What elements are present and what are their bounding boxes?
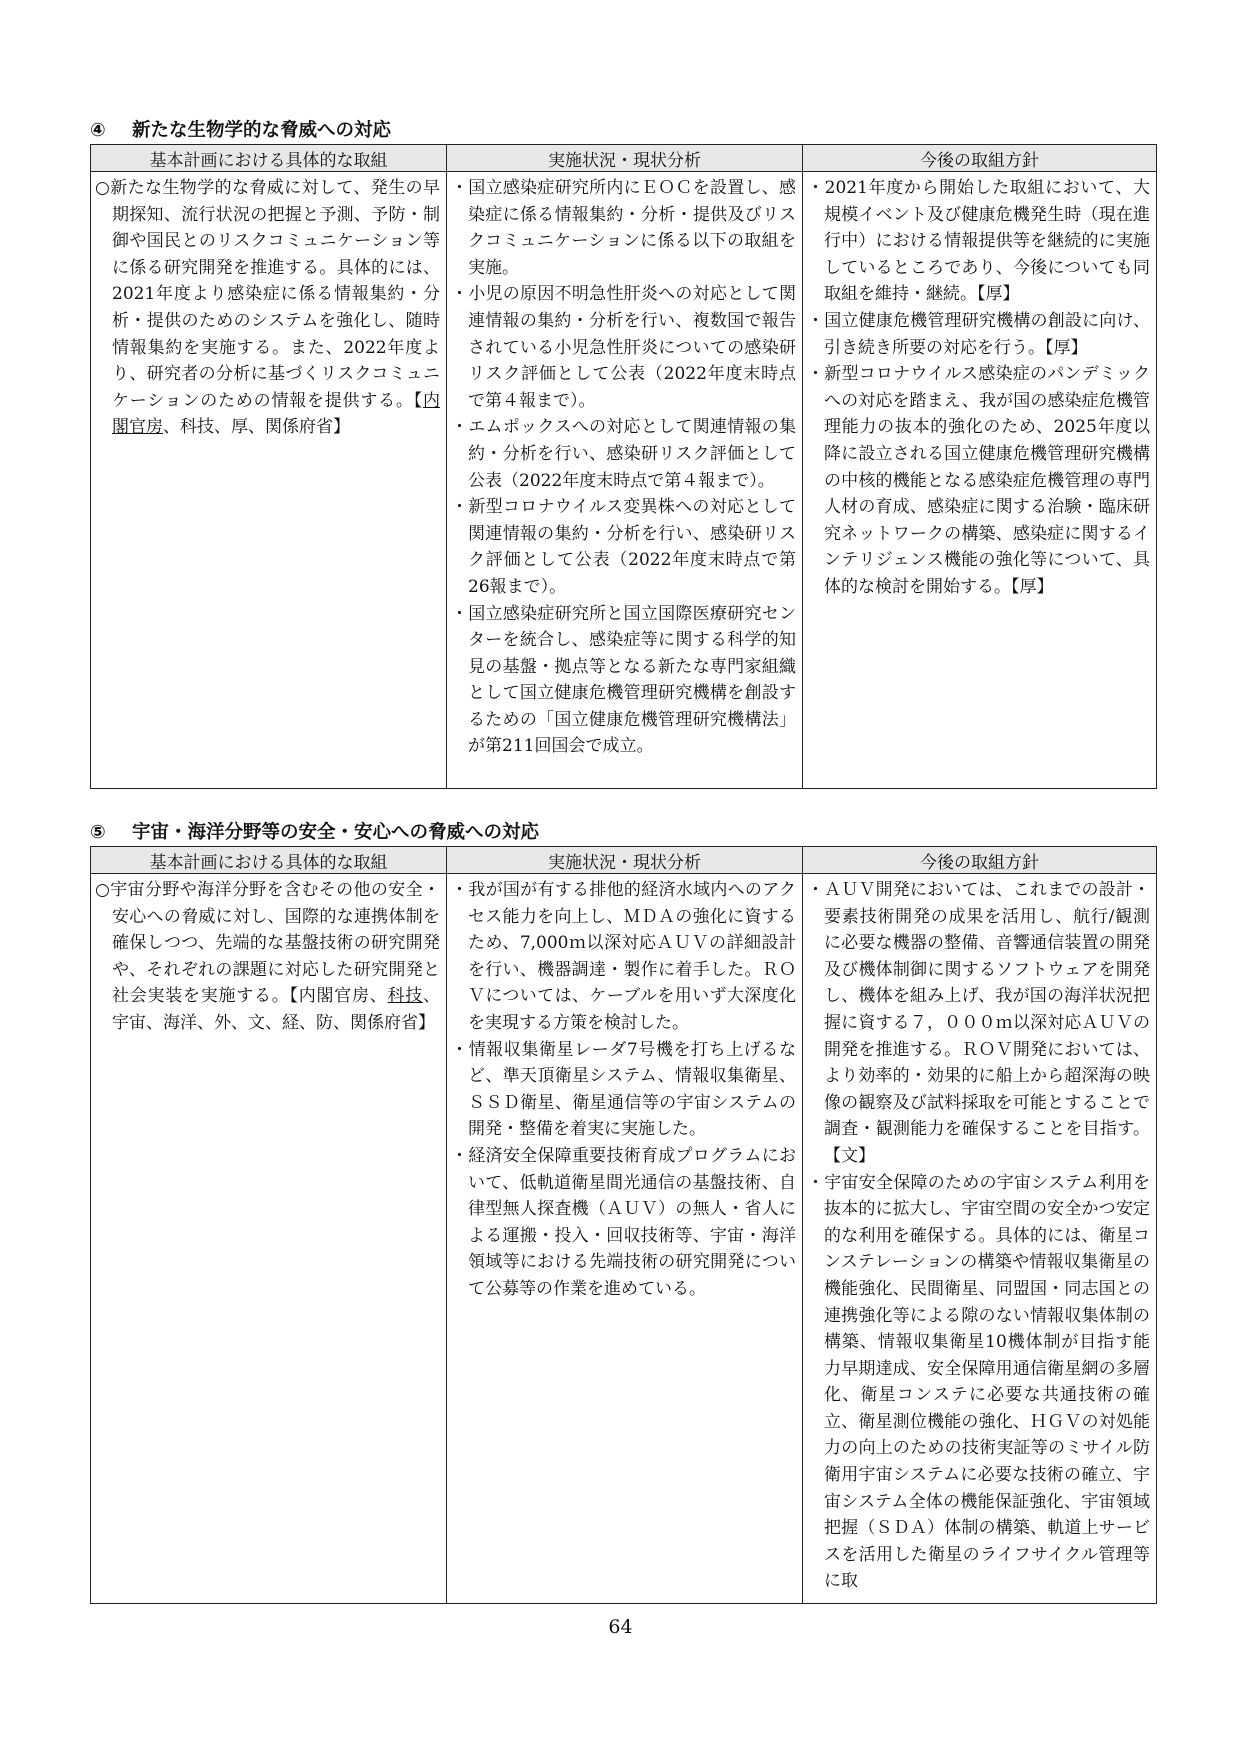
status-cell — [447, 172, 803, 789]
section-5-table — [90, 846, 1157, 1604]
section-4 — [90, 118, 1156, 789]
header-plan: 基本計画における具体的な取組 — [91, 847, 447, 874]
section-5-number: ⑤ — [90, 822, 106, 843]
section-5-title: 宇宙・海洋分野等の安全・安心への脅威への対応 — [132, 822, 540, 843]
status-item: ・経済安全保障重要技術育成プログラムにおいて、低軌道衛星間光通信の基盤技術、自律型無人探査機（ＡＵＶ）の無人・省人による運搬・投入・回収技術等、宇宙・海洋領域等における先端技術の研究開発について公募等の作業を進めている。 — [451, 1145, 796, 1299]
underlined-ministry: 科技 — [387, 986, 423, 1007]
underlined-ministry: 内閣官房 — [112, 390, 440, 438]
status-item: ・情報収集衛星レーダ7号機を打ち上げるなど、準天頂衛星システム、情報収集衛星、ＳＳＤ衛星、衛星通信等の宇宙システムの開発・整備を着実に実施した。 — [451, 1039, 796, 1140]
status-item: ・新型コロナウイルス変異株への対応として関連情報の集約・分析を行い、感染研リスク評価として公表（2022年度末時点で第26報まで）。 — [451, 497, 796, 597]
policy-cell — [803, 874, 1157, 1604]
status-item: ・我が国が有する排他的経済水域内へのアクセス能力を向上し、ＭＤＡの強化に資するため、7,000ｍ以深対応ＡＵＶの詳細設計を行い、機器調達・製作に着手した。ＲＯＶについては、ケーブルを用いず大深度化を実現する方策を検討した。 — [451, 880, 796, 1033]
header-policy: 今後の取組方針 — [803, 847, 1157, 874]
status-item: ・国立感染症研究所と国立国際医療研究センターを統合し、感染症等に関する科学的知見の基盤・拠点等となる新たな専門家組織として国立健康危機管理研究機構を創設するための「国立健康危機管理研究機構法」が第211回国会で成立。 — [451, 603, 796, 757]
section-4-number: ④ — [90, 120, 106, 141]
header-status: 実施状況・現状分析 — [447, 847, 803, 874]
status-item: ・エムポックスへの対応として関連情報の集約・分析を行い、感染研リスク評価として公表（2022年度末時点で第４報まで）。 — [451, 417, 796, 491]
policy-item: ・宇宙安全保障のための宇宙システム利用を抜本的に拡大し、宇宙空間の安全かつ安定的な利用を確保する。具体的には、衛星コンステレーションの構築や情報収集衛星の機能強化、民間衛星、同盟国・同志国との連携強化等による隙のない情報収集体制の構築、情報収集衛星10機体制が目指す能力早期達成、安全保障用通信衛星網の多層化、衛星コンステに必要な共通技術の確立、衛星測位機能の強化、ＨＧＶの対処能力の向上のための技術実証等のミサイル防衛用宇宙システムに必要な技術の確立、宇宙システム全体の機能保証強化、宇宙領域把握（ＳＤＡ）体制の構築、軌道上サービスを活用した衛星のライフサイクル管理等に取 — [807, 1172, 1150, 1592]
status-item: ・国立感染症研究所内にＥＯＣを設置し、感染症に係る情報集約・分析・提供及びリスクコミュニケーションに係る以下の取組を実施。 — [451, 178, 796, 278]
status-item: ・小児の原因不明急性肝炎への対応として関連情報の集約・分析を行い、複数国で報告されている小児急性肝炎についての感染研リスク評価として公表（2022年度末時点で第４報まで）。 — [451, 284, 796, 411]
section-4-heading — [90, 118, 1156, 144]
policy-item: ・新型コロナウイルス感染症のパンデミックへの対応を踏まえ、我が国の感染症危機管理能力の抜本的強化のため、2025年度以降に設立される国立健康危機管理研究機構の中核的機能となる感染症危機管理の専門人材の育成、感染症に関する治験・臨床研究ネットワークの構築、感染症に関するインテリジェンス機能の強化等について、具体的な検討を開始する。【厚】 — [807, 364, 1150, 597]
policy-item: ・国立健康危機管理研究機構の創設に向け、引き続き所要の対応を行う。【厚】 — [807, 310, 1150, 358]
policy-item: ・2021年度から開始した取組において、大規模イベント及び健康危機発生時（現在進行中）における情報提供等を継続的に実施しているところであり、今後についても同取組を維持・継続。【厚】 — [807, 178, 1150, 305]
header-policy: 今後の取組方針 — [803, 145, 1157, 172]
policy-cell — [803, 172, 1157, 789]
plan-cell — [91, 172, 447, 789]
section-4-title: 新たな生物学的な脅威への対応 — [132, 120, 392, 141]
header-plan: 基本計画における具体的な取組 — [91, 145, 447, 172]
plan-paragraph: ○宇宙分野や海洋分野を含むその他の安全・安心への脅威に対し、国際的な連携体制を確保しつつ、先端的な基盤技術の研究開発や、それぞれの課題に対応した研究開発と社会実装を実施する。【内閣官房、科技、宇宙、海洋、外、文、経、防、関係府省】 — [95, 880, 440, 1033]
section-5-heading — [90, 820, 1156, 846]
section-4-table — [90, 144, 1157, 789]
section-5 — [90, 820, 1156, 1604]
page-number: 64 — [608, 1616, 633, 1638]
policy-item: ・ＡＵＶ開発においては、これまでの設計・要素技術開発の成果を活用し、航行/観測に必要な機器の整備、音響通信装置の開発及び機体制御に関するソフトウェアを開発し、機体を組み上げ、我が国の海洋状況把握に資する７，０００ｍ以深対応ＡＵＶの開発を推進する。ＲＯＶ開発においては、より効率的・効果的に船上から超深海の映像の観察及び試料採取を可能とすることで調査・観測能力を確保することを目指す。【文】 — [807, 880, 1150, 1166]
header-status: 実施状況・現状分析 — [447, 145, 803, 172]
status-cell — [447, 874, 803, 1604]
plan-cell — [91, 874, 447, 1604]
plan-paragraph: ○新たな生物学的な脅威に対して、発生の早期探知、流行状況の把握と予測、予防・制御や国民とのリスクコミュニケーション等に係る研究開発を推進する。具体的には、2021年度より感染症に係る情報集約・分析・提供のためのシステムを強化し、随時情報集約を実施する。また、2022年度より、研究者の分析に基づくリスクコミュニケーションのための情報を提供する。【内閣官房、科技、厚、関係府省】 — [95, 178, 440, 438]
